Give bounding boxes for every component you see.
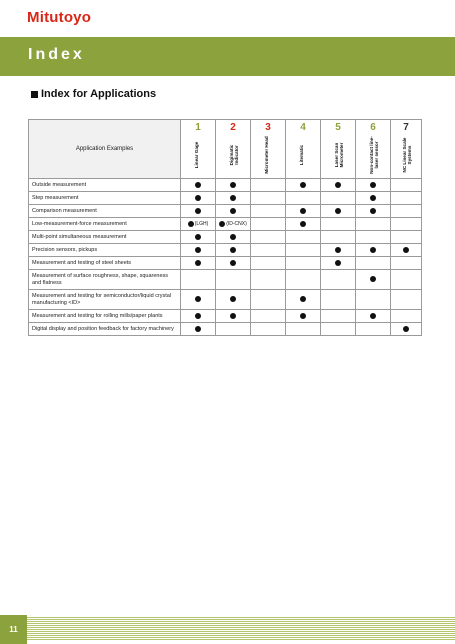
product-name: Micrometer Head xyxy=(264,136,269,174)
table-cell xyxy=(251,310,286,323)
table-cell xyxy=(286,323,321,336)
applicable-dot-icon xyxy=(230,234,236,240)
table-cell xyxy=(286,179,321,192)
table-cell xyxy=(321,192,356,205)
applicable-dot-icon xyxy=(370,276,376,282)
table-cell xyxy=(356,179,391,192)
product-number: 5 xyxy=(335,122,341,133)
table-cell xyxy=(321,244,356,257)
applicable-dot-icon xyxy=(195,182,201,188)
table-cell xyxy=(181,218,216,231)
table-cell xyxy=(286,270,321,290)
header-product-4 xyxy=(286,120,321,179)
table-cell xyxy=(251,218,286,231)
table-cell xyxy=(181,244,216,257)
applicable-dot-icon xyxy=(335,247,341,253)
table-cell xyxy=(321,270,356,290)
table-cell xyxy=(286,192,321,205)
table-row xyxy=(29,270,422,290)
table-cell xyxy=(321,257,356,270)
applicable-dot-icon xyxy=(230,182,236,188)
header-product-2 xyxy=(216,120,251,179)
table-cell xyxy=(321,205,356,218)
table-cell xyxy=(216,244,251,257)
product-number: 3 xyxy=(265,122,271,133)
table-cell xyxy=(356,257,391,270)
applicable-dot-icon xyxy=(335,208,341,214)
table-cell xyxy=(251,231,286,244)
applicable-dot-icon xyxy=(195,260,201,266)
header-product-6 xyxy=(356,120,391,179)
table-cell xyxy=(286,244,321,257)
applicable-dot-icon xyxy=(230,313,236,319)
table-cell xyxy=(216,179,251,192)
application-label: Precision sensors, pickups xyxy=(29,244,181,257)
table-cell xyxy=(251,205,286,218)
applicable-dot-icon xyxy=(300,208,306,214)
table-cell xyxy=(321,323,356,336)
table-cell xyxy=(391,192,422,205)
applicable-dot-icon xyxy=(300,221,306,227)
table-cell xyxy=(251,179,286,192)
table-cell xyxy=(286,218,321,231)
table-row xyxy=(29,218,422,231)
table-cell xyxy=(356,310,391,323)
header-application-examples: Application Examples xyxy=(29,120,181,179)
applicable-dot-icon xyxy=(230,247,236,253)
mitutoyo-logo xyxy=(27,9,91,26)
footer-stripes xyxy=(27,617,455,641)
product-name: Non-contact line-laser sensor xyxy=(369,136,379,174)
table-cell xyxy=(181,270,216,290)
applicable-dot-icon xyxy=(370,247,376,253)
table-cell xyxy=(251,244,286,257)
application-label: Comparison measurement xyxy=(29,205,181,218)
applicable-dot-icon xyxy=(230,195,236,201)
applicable-dot-icon xyxy=(335,260,341,266)
table-cell xyxy=(181,192,216,205)
table-row xyxy=(29,192,422,205)
product-number: 6 xyxy=(370,122,376,133)
model-note: (ID-CNX) xyxy=(226,220,247,227)
table-cell xyxy=(391,290,422,310)
applicable-dot-icon xyxy=(195,296,201,302)
table-row xyxy=(29,205,422,218)
application-label: Measurement of surface roughness, shape, squareness and flatness xyxy=(29,270,181,290)
table-cell xyxy=(251,323,286,336)
table-row xyxy=(29,323,422,336)
table-cell xyxy=(251,192,286,205)
applicable-dot-icon xyxy=(300,313,306,319)
table-cell xyxy=(391,244,422,257)
model-note: (LGH) xyxy=(194,220,209,227)
table-row xyxy=(29,244,422,257)
table-cell xyxy=(356,205,391,218)
applicable-dot-icon xyxy=(300,296,306,302)
table-cell xyxy=(321,290,356,310)
table-cell xyxy=(181,179,216,192)
table-cell xyxy=(391,257,422,270)
applicable-dot-icon xyxy=(403,247,409,253)
applicable-dot-icon xyxy=(195,326,201,332)
table-cell xyxy=(321,179,356,192)
header-product-3 xyxy=(251,120,286,179)
table-row xyxy=(29,179,422,192)
product-number: 7 xyxy=(403,122,409,133)
section-heading xyxy=(31,88,156,100)
application-label: Measurement and testing for semiconductor/liquid crystal manufacturing <ID> xyxy=(29,290,181,310)
applicable-dot-icon xyxy=(230,208,236,214)
header-product-5 xyxy=(321,120,356,179)
table-cell xyxy=(391,179,422,192)
applicable-dot-icon xyxy=(188,221,194,227)
table-cell xyxy=(181,290,216,310)
table-cell xyxy=(286,205,321,218)
applicable-dot-icon xyxy=(230,296,236,302)
header-product-7 xyxy=(391,120,422,179)
table-cell xyxy=(181,231,216,244)
table-cell xyxy=(216,205,251,218)
application-label: Step measurement xyxy=(29,192,181,205)
table-header-row xyxy=(29,120,422,179)
table-cell xyxy=(391,310,422,323)
table-cell xyxy=(181,310,216,323)
table-cell xyxy=(216,270,251,290)
table-cell xyxy=(286,231,321,244)
table-cell xyxy=(286,290,321,310)
applicable-dot-icon xyxy=(195,208,201,214)
applicable-dot-icon xyxy=(370,182,376,188)
applicable-dot-icon xyxy=(195,247,201,253)
index-banner xyxy=(0,37,455,76)
table-cell xyxy=(356,270,391,290)
table-cell xyxy=(286,310,321,323)
section-heading-text: Index for Applications xyxy=(41,88,157,100)
table-cell xyxy=(216,310,251,323)
table-cell xyxy=(216,218,251,231)
applicable-dot-icon xyxy=(335,182,341,188)
table-cell xyxy=(251,257,286,270)
table-cell xyxy=(356,192,391,205)
applicable-dot-icon xyxy=(300,182,306,188)
table-cell xyxy=(391,231,422,244)
table-cell xyxy=(321,218,356,231)
table-cell xyxy=(216,231,251,244)
application-label: Measurement and testing of steel sheets xyxy=(29,257,181,270)
table-cell xyxy=(356,290,391,310)
applicable-dot-icon xyxy=(219,221,225,227)
applicable-dot-icon xyxy=(230,260,236,266)
logo-text: Mitutoyo xyxy=(27,9,92,26)
product-name: Linear Gage xyxy=(194,141,199,169)
product-number: 1 xyxy=(195,122,201,133)
table-row xyxy=(29,310,422,323)
banner-title: Index xyxy=(28,46,85,63)
table-cell xyxy=(181,205,216,218)
table-cell xyxy=(356,231,391,244)
table-cell xyxy=(216,192,251,205)
application-label: Low-measurement-force measurement xyxy=(29,218,181,231)
product-name: Digimatic Indicator xyxy=(229,144,239,166)
table-cell xyxy=(181,257,216,270)
table-cell xyxy=(356,323,391,336)
table-cell xyxy=(391,270,422,290)
table-cell xyxy=(391,323,422,336)
table-cell xyxy=(356,218,391,231)
table-cell xyxy=(216,257,251,270)
table-cell xyxy=(181,323,216,336)
application-label: Digital display and position feedback for factory machinery xyxy=(29,323,181,336)
table-cell xyxy=(391,218,422,231)
application-label: Outside measurement xyxy=(29,179,181,192)
table-row xyxy=(29,231,422,244)
applicable-dot-icon xyxy=(403,326,409,332)
product-number: 2 xyxy=(230,122,236,133)
page-number: 11 xyxy=(0,615,27,644)
table-cell xyxy=(251,270,286,290)
header-product-1 xyxy=(181,120,216,179)
table-cell xyxy=(216,290,251,310)
table-cell xyxy=(391,205,422,218)
applicable-dot-icon xyxy=(370,195,376,201)
table-cell xyxy=(356,244,391,257)
table-row xyxy=(29,257,422,270)
table-cell xyxy=(321,310,356,323)
square-bullet-icon xyxy=(31,91,38,98)
table-cell xyxy=(286,257,321,270)
applicable-dot-icon xyxy=(195,313,201,319)
applicable-dot-icon xyxy=(370,208,376,214)
product-name: Litematic xyxy=(299,144,304,166)
applicable-dot-icon xyxy=(370,313,376,319)
product-name: NC Linear Scale Systems xyxy=(402,137,412,173)
application-label: Measurement and testing for rolling mills/paper plants xyxy=(29,310,181,323)
applications-index-table xyxy=(28,119,422,336)
table-row xyxy=(29,290,422,310)
product-name: Laser Scan Micrometer xyxy=(334,142,344,168)
table-cell xyxy=(216,323,251,336)
applicable-dot-icon xyxy=(195,234,201,240)
table-body xyxy=(29,179,422,336)
table-cell xyxy=(321,231,356,244)
application-label: Multi-point simultaneous measurement xyxy=(29,231,181,244)
table-cell xyxy=(251,290,286,310)
applicable-dot-icon xyxy=(195,195,201,201)
product-number: 4 xyxy=(300,122,306,133)
